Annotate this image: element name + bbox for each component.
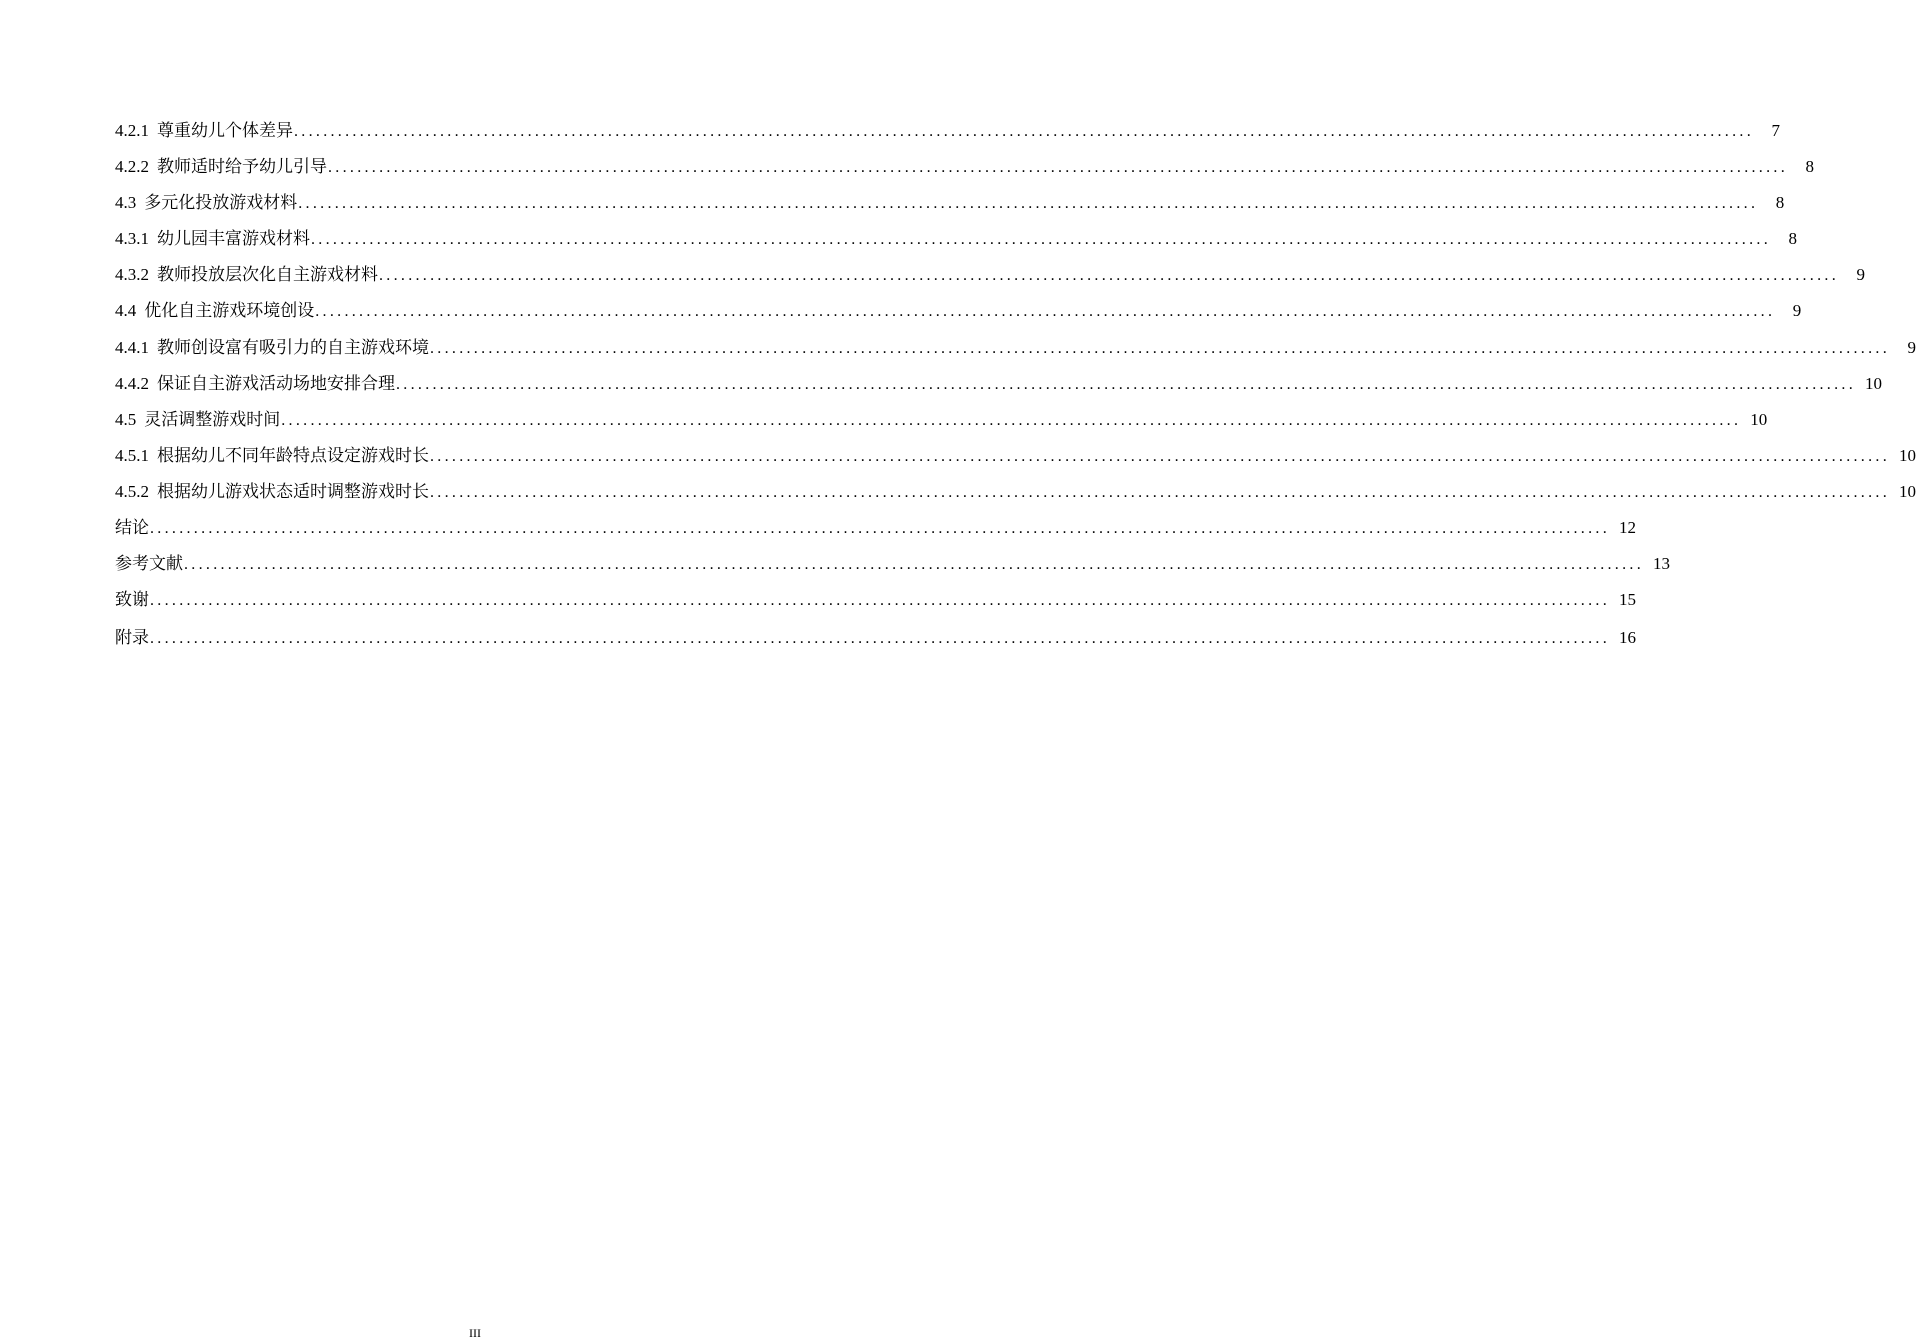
toc-entry-number: 4.5 xyxy=(115,409,137,429)
toc-entry-title: 优化自主游戏环境创设 xyxy=(144,301,315,321)
dot-leader: ........................................................................................................................................................................................................ xyxy=(379,267,1839,285)
toc-entry-title: 教师投放层次化自主游戏材料 xyxy=(157,265,378,285)
toc-entry-appendix[interactable] xyxy=(115,620,1636,656)
toc-entry[interactable] xyxy=(115,402,1768,438)
dot-leader: ........................................................................................................................................................................................................ xyxy=(430,447,1890,465)
toc-entry-page: 10 xyxy=(1899,445,1916,465)
dot-leader: ........................................................................................................................................................................................................ xyxy=(150,520,1610,538)
dot-leader: ........................................................................................................................................................................................................ xyxy=(281,411,1742,429)
toc-entry[interactable] xyxy=(115,113,1780,149)
toc-entry-number: 4.2.2 xyxy=(115,157,149,177)
dot-leader: ........................................................................................................................................................................................................ xyxy=(430,483,1890,501)
dot-leader: ........................................................................................................................................................................................................ xyxy=(430,339,1890,357)
dot-leader: ........................................................................................................................................................................................................ xyxy=(150,592,1610,610)
dot-leader: ........................................................................................................................................................................................................ xyxy=(311,231,1771,249)
toc-entry-page: 16 xyxy=(1619,628,1636,648)
toc-entry-title: 多元化投放游戏材料 xyxy=(144,193,298,213)
toc-entry-number: 4.5.1 xyxy=(115,445,149,465)
dot-leader: ........................................................................................................................................................................................................ xyxy=(184,556,1644,574)
toc-entry-page: 7 xyxy=(1771,121,1780,140)
toc-entry[interactable] xyxy=(115,257,1865,293)
toc-entry-title: 教师创设富有吸引力的自主游戏环境 xyxy=(157,337,429,357)
page-number-footer: III xyxy=(469,1326,481,1340)
dot-leader: ........................................................................................................................................................................................................ xyxy=(328,159,1788,177)
toc-entry-title: 根据幼儿不同年龄特点设定游戏时长 xyxy=(157,445,429,465)
dot-leader: ........................................................................................................................................................................................................ xyxy=(315,303,1776,321)
toc-entry-title: 教师适时给予幼儿引导 xyxy=(157,157,327,177)
toc-entry-title: 尊重幼儿个体差异 xyxy=(157,121,293,140)
toc-entry[interactable] xyxy=(115,366,1882,402)
toc-entry-references[interactable] xyxy=(115,546,1670,582)
toc-entry-title: 附录 xyxy=(115,628,149,648)
dot-leader: ........................................................................................................................................................................................................ xyxy=(396,375,1856,393)
toc-entry-page: 9 xyxy=(1907,337,1916,357)
dot-leader: ........................................................................................................................................................................................................ xyxy=(298,195,1759,213)
toc-entry-page: 8 xyxy=(1788,229,1797,249)
toc-entry-number: 4.4.1 xyxy=(115,337,149,357)
toc-entry-page: 8 xyxy=(1775,193,1785,213)
toc-entry[interactable] xyxy=(115,293,1802,329)
toc-entry-title: 灵活调整游戏时间 xyxy=(144,409,281,429)
toc-entry-page: 9 xyxy=(1856,265,1865,285)
toc-entry[interactable] xyxy=(115,149,1814,185)
toc-entry-page: 8 xyxy=(1805,157,1814,177)
toc-entry-number: 4.2.1 xyxy=(115,121,149,140)
toc-entry-conclusion[interactable] xyxy=(115,510,1636,546)
toc-entry-title: 幼儿园丰富游戏材料 xyxy=(157,229,310,249)
toc-entry[interactable] xyxy=(115,221,1797,257)
toc-entry-page: 10 xyxy=(1750,409,1768,429)
toc-entry-page: 9 xyxy=(1792,301,1802,321)
toc-entry-number: 4.5.2 xyxy=(115,481,149,501)
toc-entry-title: 参考文献 xyxy=(115,554,183,574)
toc-entry-number: 4.4.2 xyxy=(115,373,149,393)
toc-entry[interactable] xyxy=(115,474,1916,510)
toc-entry-title: 致谢 xyxy=(115,590,149,610)
toc-entry-acknowledgements[interactable] xyxy=(115,582,1636,618)
dot-leader: ........................................................................................................................................................................................................ xyxy=(150,630,1610,648)
toc-entry-title: 保证自主游戏活动场地安排合理 xyxy=(157,373,395,393)
toc-entry-page: 12 xyxy=(1619,518,1636,538)
toc-entry-number: 4.3 xyxy=(115,193,137,213)
toc-entry-number: 4.4 xyxy=(115,301,137,321)
toc-entry-number: 4.3.1 xyxy=(115,229,149,249)
toc-entry[interactable] xyxy=(115,330,1916,366)
table-of-contents xyxy=(115,113,1916,656)
toc-entry-page: 10 xyxy=(1865,373,1882,393)
toc-entry-number: 4.3.2 xyxy=(115,265,149,285)
toc-entry[interactable] xyxy=(115,438,1916,474)
toc-entry-page: 13 xyxy=(1653,554,1670,574)
toc-entry-page: 15 xyxy=(1619,590,1636,610)
toc-entry-page: 10 xyxy=(1899,481,1916,501)
toc-entry-title: 根据幼儿游戏状态适时调整游戏时长 xyxy=(157,481,429,501)
toc-entry-title: 结论 xyxy=(115,518,149,538)
dot-leader: ........................................................................................................................................................................................................ xyxy=(294,123,1754,140)
toc-entry[interactable] xyxy=(115,185,1785,221)
